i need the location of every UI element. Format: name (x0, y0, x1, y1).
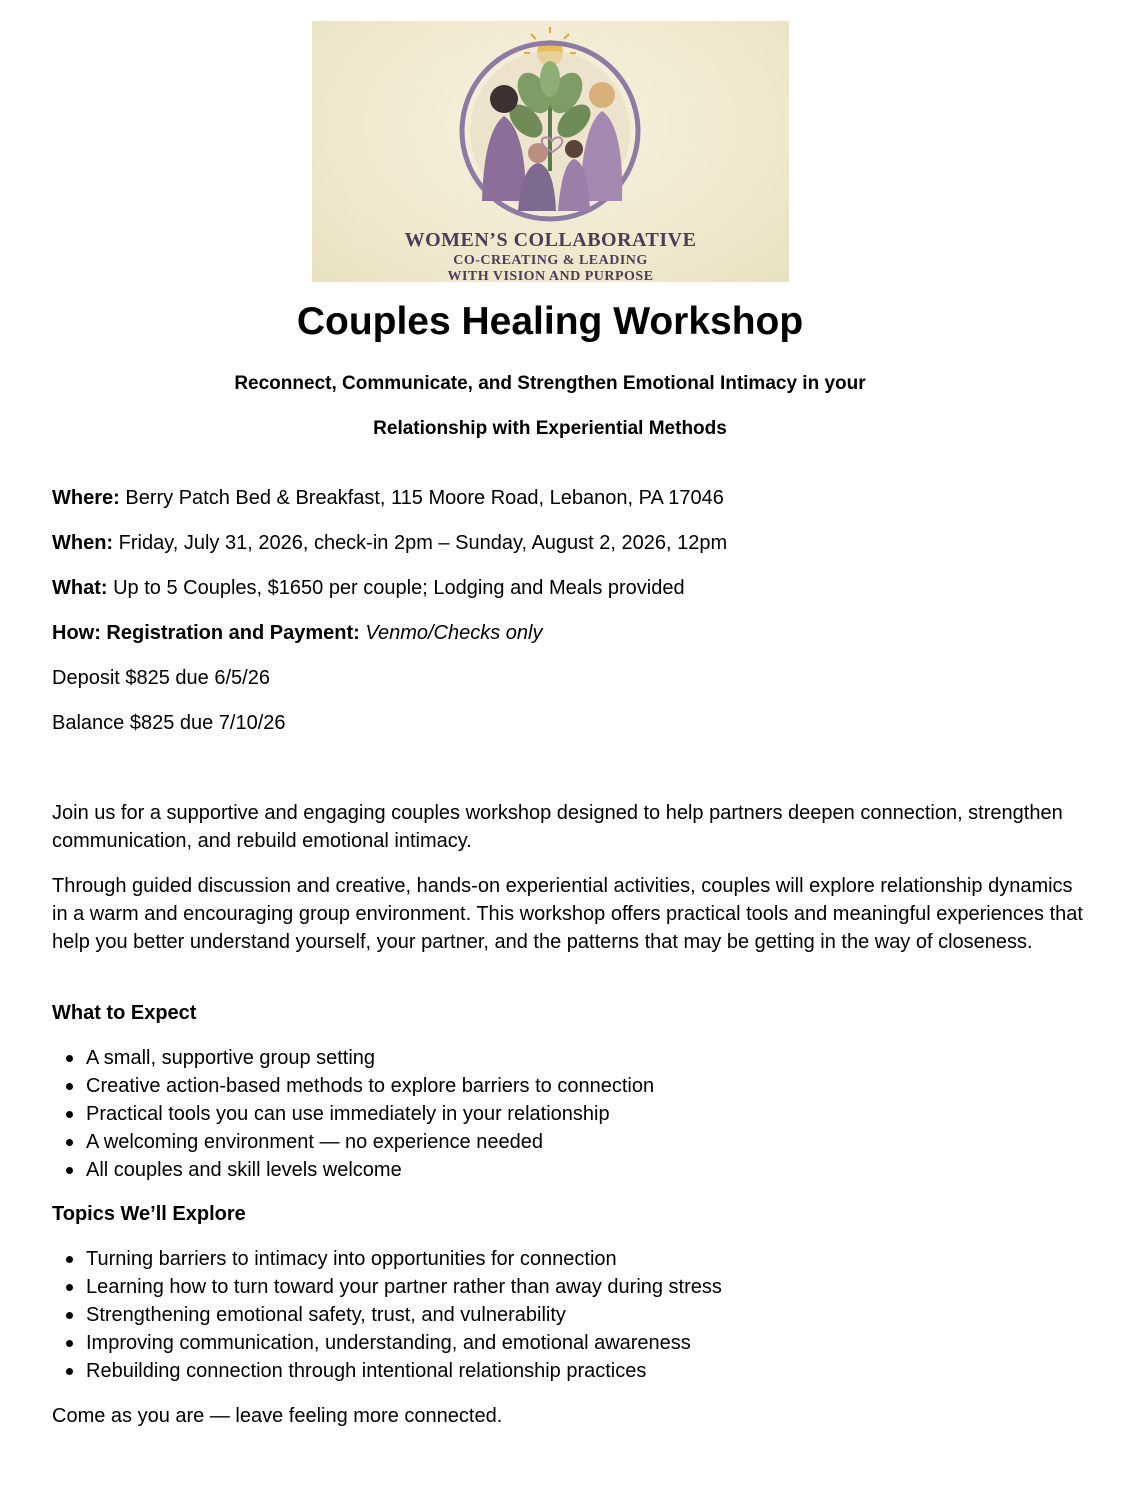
list-item: Turning barriers to intimacy into opportunities for connection (52, 1245, 1092, 1273)
page-title: Couples Healing Workshop (296, 300, 804, 343)
what-label: What: (52, 577, 108, 599)
list-item: Practical tools you can use immediately in your relationship (52, 1100, 1092, 1128)
logo-tagline-1: CO-CREATING & LEADING (453, 253, 648, 268)
intro-paragraph: Join us for a supportive and engaging couples workshop designed to help partners deepen connection, strengthen communication, and rebuild emotional intimacy. (52, 802, 1063, 852)
list-item: A small, supportive group setting (52, 1044, 1092, 1072)
where-value: Berry Patch Bed & Breakfast, 115 Moore Road, Lebanon, PA 17046 (125, 487, 724, 509)
subtitle-line-2: Relationship with Experiential Methods (373, 418, 727, 439)
list-item: Strengthening emotional safety, trust, and vulnerability (52, 1301, 1092, 1329)
what-line (52, 574, 1092, 602)
list-item: Learning how to turn toward your partner rather than away during stress (52, 1273, 1092, 1301)
when-label: When: (52, 532, 114, 554)
topics-heading (52, 1200, 1092, 1228)
list-item: Rebuilding connection through intentional relationship practices (52, 1357, 1092, 1385)
balance-line: Balance $825 due 7/10/26 (52, 712, 286, 734)
topics-heading-text: Topics We’ll Explore (52, 1203, 246, 1225)
when-line (52, 529, 1092, 557)
topics-list (52, 1245, 1092, 1385)
deposit-line: Deposit $825 due 6/5/26 (52, 667, 270, 689)
body-paragraph: Through guided discussion and creative, hands-on experiential activities, couples will explore relationship dynamics in a warm and encouraging group environment. This workshop offers practical tools and meaningful experiences that help you better understand yourself, your partner, and the patterns that may be getting in the way of closeness. (52, 875, 1083, 953)
list-item: Improving communication, understanding, and emotional awareness (52, 1329, 1092, 1357)
list-item: Creative action-based methods to explore barriers to connection (52, 1072, 1092, 1100)
expect-list (52, 1044, 1092, 1184)
what-value: Up to 5 Couples, $1650 per couple; Lodging and Meals provided (113, 577, 685, 599)
list-item: All couples and skill levels welcome (52, 1156, 1092, 1184)
logo-tagline-2: WITH VISION AND PURPOSE (447, 269, 654, 284)
when-value: Friday, July 31, 2026, check-in 2pm – Sunday, August 2, 2026, 12pm (118, 532, 728, 554)
how-line (52, 619, 1092, 647)
how-value: Venmo/Checks only (365, 622, 543, 644)
closing-line: Come as you are — leave feeling more connected. (52, 1405, 503, 1427)
where-line (52, 484, 1092, 512)
subtitle-line-1: Reconnect, Communicate, and Strengthen Emotional Intimacy in your (234, 373, 866, 394)
list-item: A welcoming environment — no experience needed (52, 1128, 1092, 1156)
expect-heading (52, 999, 1092, 1027)
womens-collaborative-logo (312, 21, 789, 282)
logo-title: WOMEN’S COLLABORATIVE (404, 229, 697, 251)
how-label: How: Registration and Payment: (52, 622, 360, 644)
where-label: Where: (52, 487, 120, 509)
expect-heading-text: What to Expect (52, 1002, 197, 1024)
